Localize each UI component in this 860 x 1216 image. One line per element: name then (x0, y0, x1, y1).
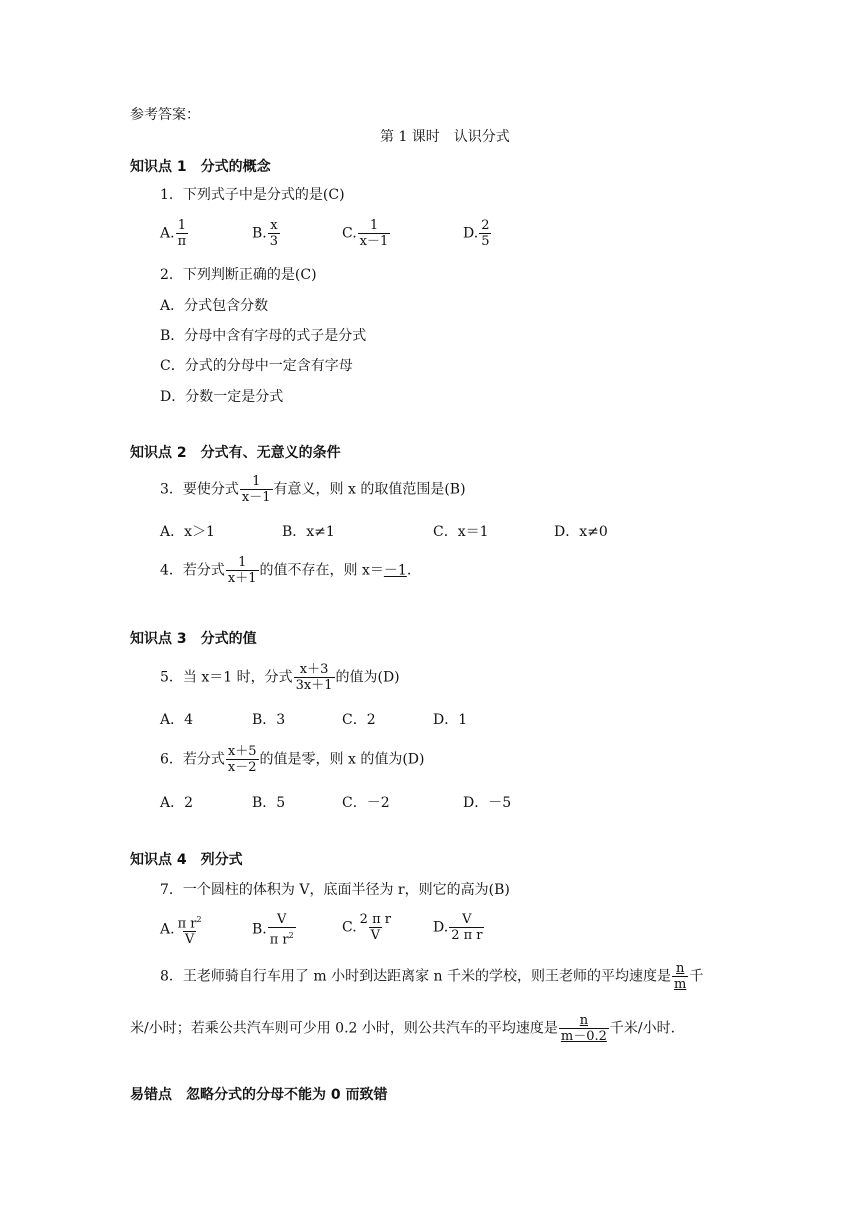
q7-option-a: A. $\frac{\pi r^2}{V}$ (160, 915, 202, 948)
q7-option-c: C. $\frac{\text{2 π r}}{V}$ (342, 912, 391, 943)
q5-stem: 5．当 x＝1 时，分式 $\frac{x+3}{3x+1}$ 的值为(D) (160, 662, 400, 693)
q4-stem: 4．若分式 $\frac{1}{x+1}$ 的值不存在，则 x＝－1. (160, 555, 412, 586)
q1-option-d: D. $\frac{2}{5}$ (463, 218, 490, 249)
q1-option-a: A. $\frac{1}{\pi}$ (160, 218, 187, 249)
q1-stem: 1．下列式子中是分式的是(C) (160, 187, 345, 203)
q5-option-a: A．4 (160, 712, 194, 728)
q3-stem: 3．要使分式 $\frac{1}{x-1}$ 有意义，则 x 的取值范围是(B) (160, 474, 466, 505)
q2-option-d: D．分数一定是分式 (160, 389, 284, 405)
q6-option-d: D．－5 (463, 795, 512, 811)
lesson-title: 第 1 课时 认识分式 (380, 129, 510, 145)
q3-option-d: D．x≠0 (554, 524, 608, 540)
q7-option-b: B. $\frac{V}{\pi r^2}$ (252, 912, 294, 948)
q3-option-a: A．x＞1 (160, 524, 215, 540)
q2-option-a: A．分式包含分数 (160, 298, 269, 314)
q8-line-1: 8．王老师骑自行车用了 m 小时到达距离家 n 千米的学校，则王老师的平均速度是 $\frac{n}{m}$ 千 (160, 961, 704, 992)
q5-option-d: D．1 (433, 712, 468, 728)
section-heading-1: 知识点 1 分式的概念 (130, 159, 271, 175)
q3-option-c: C．x＝1 (433, 524, 489, 540)
q3-option-b: B．x≠1 (282, 524, 335, 540)
q5-option-c: C．2 (342, 712, 376, 728)
q5-option-b: B．3 (252, 712, 286, 728)
section-heading-3: 知识点 3 分式的值 (130, 631, 257, 647)
q6-option-a: A．2 (160, 795, 194, 811)
q6-option-b: B．5 (252, 795, 286, 811)
section-heading-4: 知识点 4 列分式 (130, 852, 243, 868)
q6-option-c: C．－2 (342, 795, 390, 811)
q7-option-d: D. $\frac{V}{\text{2 π r}}$ (433, 912, 483, 943)
q1-option-b: B. $\frac{x}{3}$ (252, 218, 279, 249)
q7-stem: 7．一个圆柱的体积为 V，底面半径为 r，则它的高为(B) (160, 882, 510, 898)
q4-answer: －1 (383, 562, 407, 579)
q8-line-2: 米/小时；若乘公共汽车则可少用 0.2 小时，则公共汽车的平均速度是 $\frac{n}{m-0.2}$ 千米/小时. (130, 1013, 676, 1044)
answers-label: 参考答案： (130, 107, 200, 123)
q2-stem: 2．下列判断正确的是(C) (160, 267, 317, 283)
q6-stem: 6．若分式 $\frac{x+5}{x-2}$ 的值是零，则 x 的值为(D) (160, 744, 425, 775)
q2-option-b: B．分母中含有字母的式子是分式 (160, 328, 367, 344)
section-heading-5: 易错点 忽略分式的分母不能为 0 而致错 (130, 1087, 388, 1103)
q1-option-c: C. $\frac{1}{x-1}$ (342, 218, 389, 249)
section-heading-2: 知识点 2 分式有、无意义的条件 (130, 445, 341, 461)
q2-option-c: C．分式的分母中一定含有字母 (160, 358, 353, 374)
